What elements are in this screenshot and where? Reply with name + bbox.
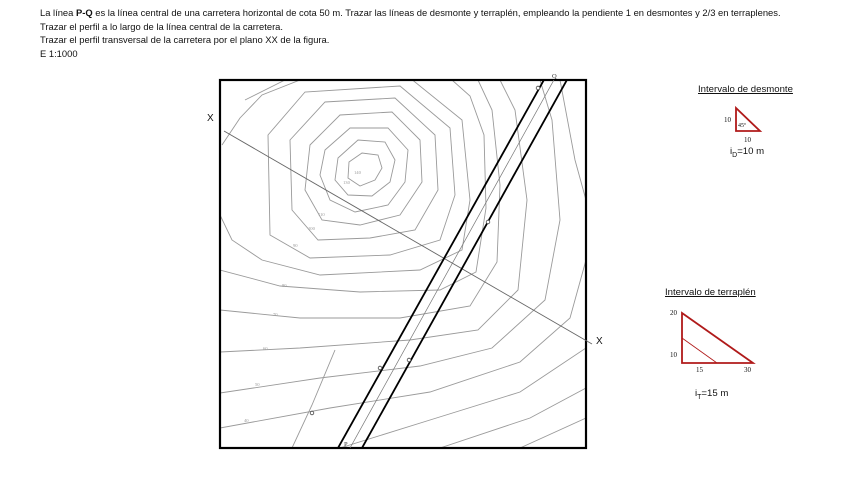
contour-line: [292, 350, 335, 448]
point-p-label: P: [344, 441, 348, 448]
desmonte-interval: $i_D=10$ m: [730, 146, 765, 159]
road-left-edge: [338, 78, 545, 448]
road: [338, 78, 568, 448]
section-x-right-label: X: [596, 336, 603, 347]
terraplen-inner-line: [682, 338, 717, 363]
desmonte-base-label: 10: [744, 136, 751, 144]
contour-line: [220, 80, 486, 292]
terraplen-triangle: [670, 309, 753, 374]
contour-line: [290, 98, 438, 240]
contour-line: [220, 78, 470, 275]
marker-point: [310, 411, 314, 415]
point-q-label: Q: [552, 73, 557, 80]
statement-line-1: La línea P-Q es la línea central de una carretera horizontal de cota 50 m. Trazar las líneas de desmonte y terraplén, empleando la pendiente 1 en desmontes y 2/3 en terraplenes.: [40, 7, 781, 18]
desmonte-triangle: [724, 108, 760, 144]
contour-line: [340, 348, 586, 448]
terraplen-title: Intervalo de terraplén: [665, 287, 756, 298]
contour-label: 40: [244, 418, 249, 423]
terraplen-interval: $i_T=15$ m: [695, 388, 729, 401]
marker-point: [536, 86, 540, 90]
contour-line: [520, 418, 586, 448]
contour-lines: [220, 78, 586, 448]
contour-label: 100: [308, 226, 315, 231]
map-frame: [220, 80, 586, 448]
terraplen-x30-label: 30: [744, 366, 751, 374]
marker-point: [407, 358, 411, 362]
marker-point: [486, 220, 490, 224]
contour-labels: [244, 170, 362, 423]
contour-label: 80: [282, 283, 287, 288]
contour-line: [220, 80, 560, 393]
marker-points: [310, 86, 540, 415]
section-x-left-label: X: [207, 113, 214, 124]
terraplen-triangle-shape: [682, 313, 753, 363]
desmonte-title: Intervalo de desmonte: [698, 84, 793, 95]
contour-label: 140: [354, 170, 361, 175]
contour-label: 50: [255, 382, 260, 387]
marker-point: [378, 366, 382, 370]
terraplen-x15-label: 15: [696, 366, 703, 374]
contour-line: [268, 86, 455, 258]
statement-line-2: Trazar el perfil a lo largo de la línea central de la carretera.: [40, 20, 284, 32]
section-line-xx: [224, 131, 592, 344]
desmonte-side-label: 10: [724, 116, 731, 124]
contour-label: 110: [318, 212, 325, 217]
contour-label: 90: [293, 243, 298, 248]
contour-label: 70: [273, 312, 278, 317]
contour-line: [440, 388, 586, 448]
contour-label: 60: [263, 346, 268, 351]
contour-line: [220, 80, 500, 318]
contour-line: [305, 112, 422, 225]
contour-label: 130: [343, 180, 350, 185]
desmonte-angle-label: 45º: [738, 123, 746, 129]
contour-line: [220, 80, 527, 352]
contour-line: [560, 80, 586, 200]
line-pq-label: P-Q: [75, 7, 93, 18]
statement-line-3: Trazar el perfil transversal de la carretera por el plano XX de la figura.: [40, 34, 330, 46]
terraplen-mid-label: 10: [670, 351, 677, 359]
statement-line-4: E 1:1000: [40, 47, 78, 59]
contour-line: [222, 80, 300, 145]
terraplen-top-label: 20: [670, 309, 677, 317]
contour-line: [335, 140, 395, 196]
contour-line: [220, 260, 586, 428]
road-centerline: [350, 78, 555, 448]
